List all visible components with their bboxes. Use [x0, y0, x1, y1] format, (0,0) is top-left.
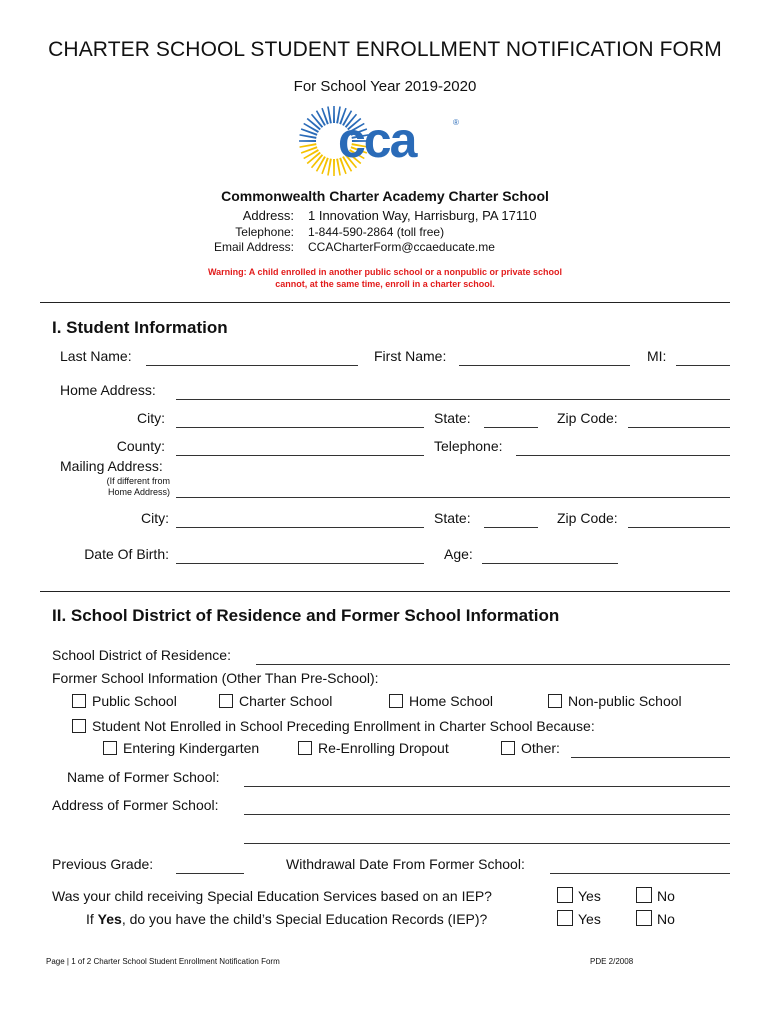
address-value: 1 Innovation Way, Harrisburg, PA 17110: [308, 208, 537, 223]
home-school-checkbox[interactable]: [389, 694, 403, 708]
iep-question: Was your child receiving Special Education Services based on an IEP?: [52, 888, 492, 904]
section-1-heading: I. Student Information: [52, 318, 228, 337]
district-label: School District of Residence:: [52, 647, 231, 663]
former-school-address-line-2[interactable]: [244, 843, 730, 844]
home-school-label: Home School: [409, 693, 494, 709]
withdrawal-date-input[interactable]: [550, 873, 730, 874]
email-value: CCACharterForm@ccaeducate.me: [308, 240, 495, 254]
sunburst-ray: [333, 159, 335, 176]
mailing-zip-input[interactable]: [628, 527, 730, 528]
age-label: Age:: [444, 546, 473, 562]
former-school-address-input[interactable]: [244, 814, 730, 815]
dob-label: Date Of Birth:: [84, 546, 169, 562]
other-input[interactable]: [571, 757, 730, 758]
home-address-input[interactable]: [176, 399, 730, 400]
sunburst-ray: [333, 106, 335, 123]
mi-input[interactable]: [676, 365, 730, 366]
divider: [40, 302, 730, 303]
dropout-checkbox[interactable]: [298, 741, 312, 755]
state-input[interactable]: [484, 427, 538, 428]
mi-label: MI:: [647, 348, 667, 364]
mailing-note-line-2: Home Address): [107, 487, 170, 497]
iep-records-yes-label: Yes: [578, 911, 601, 927]
sunburst-ray: [327, 159, 332, 176]
iep-no-checkbox[interactable]: [636, 887, 652, 903]
previous-grade-input[interactable]: [176, 873, 244, 874]
sunburst-ray: [299, 134, 316, 139]
mailing-city-label: City:: [141, 510, 169, 526]
warning-line-1: Warning: A child enrolled in another public school or a nonpublic or private school: [207, 267, 563, 277]
kindergarten-checkbox[interactable]: [103, 741, 117, 755]
school-name: Commonwealth Charter Academy Charter School: [221, 188, 549, 204]
public-school-label: Public School: [92, 693, 177, 709]
email-label: Email Address:: [213, 240, 294, 254]
last-name-label: Last Name:: [60, 348, 132, 364]
cca-logo: [298, 105, 468, 177]
state-label: State:: [434, 410, 471, 426]
iep-records-yes-checkbox[interactable]: [557, 910, 573, 926]
county-label: County:: [116, 438, 165, 454]
dob-input[interactable]: [176, 563, 424, 564]
enrollment-warning: [0, 266, 770, 290]
mailing-note-line-1: (If different from: [106, 476, 170, 486]
home-address-label: Home Address:: [60, 382, 156, 398]
withdrawal-date-label: Withdrawal Date From Former School:: [286, 856, 525, 872]
former-school-address-label: Address of Former School:: [52, 797, 219, 813]
nonpublic-school-label: Non-public School: [568, 693, 682, 709]
zip-label: Zip Code:: [557, 410, 618, 426]
sunburst-ray: [299, 140, 316, 142]
mailing-state-input[interactable]: [484, 527, 538, 528]
sunburst-ray: [299, 143, 316, 148]
other-label: Other:: [521, 740, 560, 756]
iep-records-yes-emphasis: Yes: [97, 911, 122, 927]
iep-records-prefix: If: [86, 911, 98, 927]
charter-school-checkbox[interactable]: [219, 694, 233, 708]
logo-registered-mark: ®: [453, 118, 459, 127]
school-year: For School Year 2019-2020: [293, 78, 477, 95]
telephone-input[interactable]: [516, 455, 730, 456]
telephone-field-label: Telephone:: [434, 438, 503, 454]
mailing-city-input[interactable]: [176, 527, 424, 528]
mailing-zip-label: Zip Code:: [557, 510, 618, 526]
county-input[interactable]: [176, 455, 424, 456]
iep-yes-label: Yes: [578, 888, 601, 904]
warning-line-2: cannot, at the same time, enroll in a charter school.: [275, 279, 495, 289]
sunburst-ray: [327, 106, 332, 123]
former-school-name-input[interactable]: [244, 786, 730, 787]
mailing-address-label: Mailing Address:: [60, 458, 163, 474]
dropout-label: Re-Enrolling Dropout: [318, 740, 449, 756]
last-name-input[interactable]: [146, 365, 358, 366]
page-footer-left: Page | 1 of 2 Charter School Student Enrollment Notification Form: [46, 957, 280, 966]
mailing-address-note: [60, 476, 170, 498]
logo-text: cca: [338, 112, 416, 168]
iep-records-no-label: No: [657, 911, 675, 927]
telephone-label: Telephone:: [235, 225, 294, 239]
iep-records-no-checkbox[interactable]: [636, 910, 652, 926]
other-checkbox[interactable]: [501, 741, 515, 755]
section-2-heading: II. School District of Residence and Former School Information: [52, 606, 560, 625]
first-name-label: First Name:: [374, 348, 447, 364]
not-enrolled-checkbox[interactable]: [72, 719, 86, 733]
iep-yes-checkbox[interactable]: [557, 887, 573, 903]
public-school-checkbox[interactable]: [72, 694, 86, 708]
nonpublic-school-checkbox[interactable]: [548, 694, 562, 708]
iep-records-question: [86, 911, 487, 927]
previous-grade-label: Previous Grade:: [52, 856, 154, 872]
age-input[interactable]: [482, 563, 618, 564]
first-name-input[interactable]: [459, 365, 630, 366]
mailing-state-label: State:: [434, 510, 471, 526]
city-input[interactable]: [176, 427, 424, 428]
city-label: City:: [137, 410, 165, 426]
page-footer-right: PDE 2/2008: [590, 957, 634, 966]
iep-records-rest: , do you have the child’s Special Education Records (IEP)?: [121, 911, 488, 927]
former-school-info-label: Former School Information (Other Than Pre-School):: [52, 670, 379, 686]
form-title: CHARTER SCHOOL STUDENT ENROLLMENT NOTIFICATION FORM: [48, 38, 722, 61]
not-enrolled-label: Student Not Enrolled in School Preceding Enrollment in Charter School Because:: [92, 718, 595, 734]
address-label: Address:: [242, 208, 294, 223]
former-school-name-label: Name of Former School:: [67, 769, 220, 785]
district-input[interactable]: [256, 664, 730, 665]
kindergarten-label: Entering Kindergarten: [123, 740, 260, 756]
mailing-address-input[interactable]: [176, 497, 730, 498]
telephone-value: 1-844-590-2864 (toll free): [308, 225, 445, 239]
divider: [40, 591, 730, 592]
charter-school-label: Charter School: [239, 693, 333, 709]
zip-input[interactable]: [628, 427, 730, 428]
iep-no-label: No: [657, 888, 675, 904]
